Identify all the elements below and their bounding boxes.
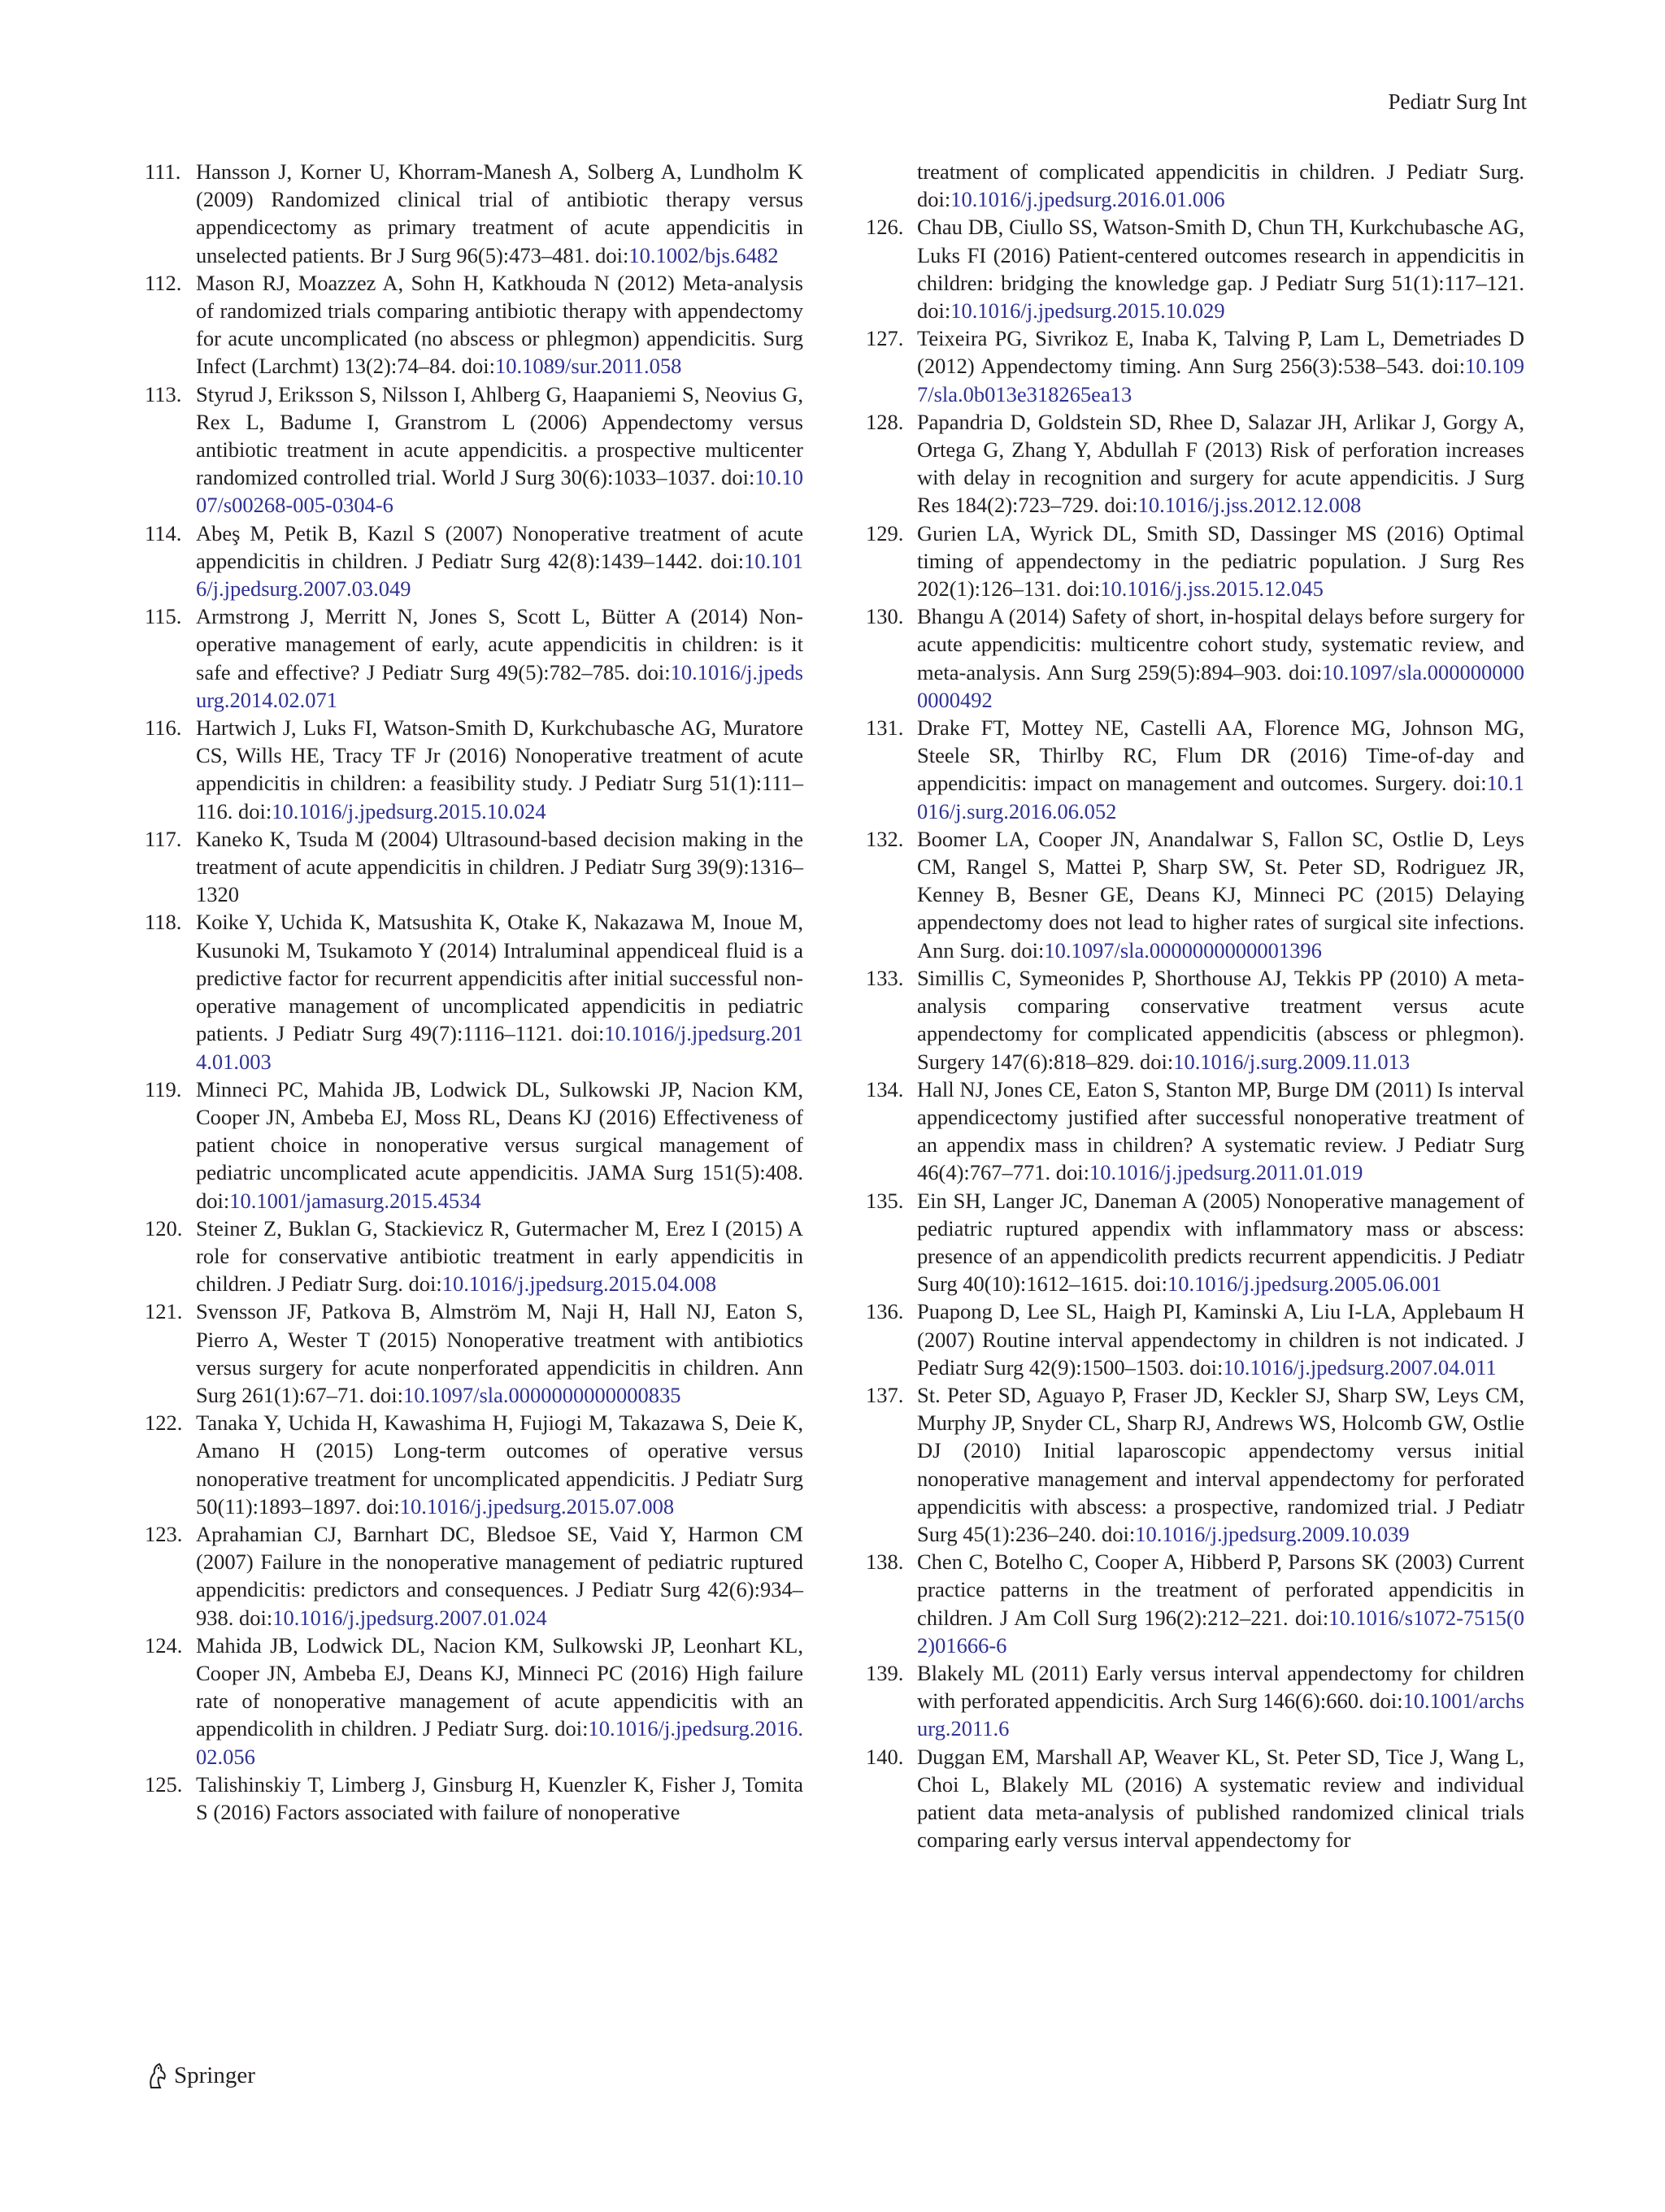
doi-link[interactable]: 10.1001/archsurg.2011.6 (917, 1688, 1524, 1741)
reference-number: 111. (145, 159, 181, 184)
reference-item (145, 1297, 803, 1409)
reference-item (145, 1215, 803, 1298)
reference-item (866, 1076, 1524, 1187)
doi-link[interactable]: 10.1002/bjs.6482 (628, 242, 779, 267)
doi-link[interactable]: 10.1007/s00268-005-0304-6 (196, 465, 803, 518)
doi-link[interactable]: 10.1016/s1072-7515(02)01666-6 (917, 1605, 1524, 1658)
reference-number: 129. (866, 520, 904, 545)
reference-text: Papandria D, Goldstein SD, Rhee D, Salazar JH, Arlikar J, Gorgy A, Ortega G, Zhang Y, Abdullah F (2013) Risk of perforation increases with delay in recognition and surgery for acute appendicitis. J Surg Res 184(2):723–729. doi: (917, 409, 1524, 518)
reference-number: 135. (866, 1188, 904, 1213)
reference-text: Hansson J, Korner U, Khorram-Manesh A, Solberg A, Lundholm K (2009) Randomized clinical trial of antibiotic therapy versus appendicectomy as primary treatment of acute appendicitis in unselected patients. Br J Surg 96(5):473–481. doi: (196, 159, 803, 267)
doi-link[interactable]: 10.1097/sla.0000000000000835 (402, 1382, 681, 1407)
springer-horse-icon (145, 2062, 169, 2089)
reference-item (866, 964, 1524, 1076)
doi-link[interactable]: 10.1016/j.surg.2016.06.052 (917, 771, 1524, 824)
doi-link[interactable]: 10.1089/sur.2011.058 (494, 354, 682, 379)
reference-number: 128. (866, 409, 904, 434)
doi-link[interactable]: 10.1016/j.jpedsurg.2011.01.019 (1089, 1160, 1363, 1185)
reference-number: 126. (866, 215, 904, 240)
reference-text: Gurien LA, Wyrick DL, Smith SD, Dassinger MS (2016) Optimal timing of appendectomy in the pediatric population. J Surg Res 202(1):126–131. doi: (917, 520, 1524, 602)
doi-link[interactable]: 10.1016/j.jss.2012.12.008 (1137, 493, 1362, 518)
reference-number: 140. (866, 1744, 904, 1769)
reference-item (145, 825, 803, 909)
publisher-name: Springer (174, 2062, 255, 2088)
reference-number: 137. (866, 1382, 904, 1407)
doi-link[interactable]: 10.1016/j.jpedsurg.2014.01.003 (196, 1021, 803, 1074)
reference-item (866, 1743, 1524, 1854)
reference-item (145, 158, 803, 269)
reference-item (866, 324, 1524, 408)
reference-item (866, 213, 1524, 324)
reference-item (866, 408, 1524, 519)
doi-link[interactable]: 10.1016/j.jpedsurg.2007.04.011 (1223, 1354, 1497, 1380)
reference-item (866, 714, 1524, 825)
reference-item (145, 1771, 803, 1826)
reference-text: Kaneko K, Tsuda M (2004) Ultrasound-based decision making in the treatment of acute appendicitis in children. J Pediatr Surg 39(9):1316–1320 (196, 826, 803, 907)
reference-text: Boomer LA, Cooper JN, Anandalwar S, Fallon SC, Ostlie D, Leys CM, Rangel S, Mattei P, Sharp SW, St. Peter SD, Rodriguez JR, Kenney B, Besner GE, Deans KJ, Minneci PC (2015) Delaying appendectomy does not lead to higher rates of surgical site infections. Ann Surg. doi: (917, 826, 1524, 963)
reference-number: 136. (866, 1299, 904, 1324)
reference-number: 112. (145, 270, 182, 295)
reference-text: Chau DB, Ciullo SS, Watson-Smith D, Chun TH, Kurkchubasche AG, Luks FI (2016) Patient-centered outcomes research in appendicitis in children: bridging the knowledge gap. J Pediatr Surg 51(1):117–121. doi: (917, 215, 1524, 324)
reference-number: 131. (866, 715, 904, 741)
reference-text: Styrud J, Eriksson S, Nilsson I, Ahlberg G, Haapaniemi S, Neovius G, Rex L, Badume I, Granstrom L (2006) Appendectomy versus antibiotic treatment in acute appendicitis. a prospective multicenter randomized controlled trial. World J Surg 30(6):1033–1037. doi: (196, 381, 803, 490)
reference-text: Armstrong J, Merritt N, Jones S, Scott L, Bütter A (2014) Non-operative management of early, acute appendicitis in children: is it safe and effective? J Pediatr Surg 49(5):782–785. doi: (196, 604, 803, 684)
reference-item (145, 714, 803, 825)
doi-link[interactable]: 10.1097/sla.0b013e318265ea13 (917, 354, 1524, 406)
reference-number: 125. (145, 1771, 183, 1797)
reference-text: Mahida JB, Lodwick DL, Nacion KM, Sulkowski JP, Leonhart KL, Cooper JN, Ambeba EJ, Deans KJ, Minneci PC (2016) High failure rate of nonoperative management of acute appendicitis with an appendicolith in children. J Pediatr Surg. doi: (196, 1632, 803, 1741)
reference-number: 127. (866, 326, 904, 351)
running-header: Pediatr Surg Int (1388, 89, 1527, 114)
reference-continuation: treatment of complicated appendicitis in children. J Pediatr Surg. doi:10.1016/j.jpedsurg.2016.01.006 (917, 159, 1524, 212)
reference-number: 133. (866, 965, 904, 990)
reference-number: 120. (145, 1215, 183, 1241)
doi-link[interactable]: 10.1016/j.jpedsurg.2007.03.049 (196, 548, 803, 602)
doi-link[interactable]: 10.1016/j.jpedsurg.2007.01.024 (272, 1605, 547, 1630)
reference-item (866, 1548, 1524, 1659)
reference-item (145, 908, 803, 1075)
reference-item (145, 269, 803, 380)
reference-text: Hartwich J, Luks FI, Watson-Smith D, Kurkchubasche AG, Muratore CS, Wills HE, Tracy TF Jr (2016) Nonoperative treatment of acute appendicitis in children: a feasibility study. J Pediatr Surg 51(1):111–116. doi: (196, 715, 803, 824)
reference-number: 114. (145, 520, 182, 545)
reference-item (866, 1659, 1524, 1743)
doi-link[interactable]: 10.1097/sla.0000000000001396 (1044, 937, 1322, 963)
reference-text: Minneci PC, Mahida JB, Lodwick DL, Sulkowski JP, Nacion KM, Cooper JN, Ambeba EJ, Moss RL, Deans KJ (2016) Effectiveness of patient choice in nonoperative versus surgical management of pediatric uncomplicated acute appendicitis. JAMA Surg 151(5):408. doi: (196, 1076, 803, 1213)
reference-number: 119. (145, 1076, 182, 1102)
reference-number: 134. (866, 1076, 904, 1102)
doi-link[interactable]: 10.1016/j.jss.2015.12.045 (1100, 576, 1324, 602)
reference-item (145, 1632, 803, 1771)
reference-list-left (145, 158, 803, 1826)
reference-number: 124. (145, 1632, 183, 1658)
reference-number: 118. (145, 910, 182, 935)
reference-number: 122. (145, 1410, 183, 1436)
reference-text: Steiner Z, Buklan G, Stackievicz R, Gutermacher M, Erez I (2015) A role for conservative antibiotic treatment in early appendicitis in children. J Pediatr Surg. doi: (196, 1215, 803, 1297)
reference-number: 138. (866, 1549, 904, 1575)
reference-text: St. Peter SD, Aguayo P, Fraser JD, Keckler SJ, Sharp SW, Leys CM, Murphy JP, Snyder CL, Sharp RJ, Andrews WS, Holcomb GW, Ostlie DJ (2010) Initial laparoscopic appendectomy versus initial nonoperative management and interval appendectomy for perforated appendicitis with abscess: a prospective, randomized trial. J Pediatr Surg 45(1):236–240. doi: (917, 1382, 1524, 1546)
reference-item (145, 380, 803, 519)
reference-text: Bhangu A (2014) Safety of short, in-hospital delays before surgery for acute appendicitis: multicentre cohort study, systematic review, and meta-analysis. Ann Surg 259(5):894–903. doi: (917, 604, 1524, 684)
reference-item (866, 1381, 1524, 1548)
reference-number: 117. (145, 826, 182, 851)
doi-link[interactable]: 10.1016/j.jpedsurg.2015.10.024 (272, 798, 546, 824)
reference-text: Mason RJ, Moazzez A, Sohn H, Katkhouda N (2012) Meta-analysis of randomized trials comparing antibiotic therapy with appendectomy for acute uncomplicated (no abscess or phlegmon) appendicitis. Surg Infect (Larchmt) 13(2):74–84. doi: (196, 270, 803, 379)
reference-number: 130. (866, 604, 904, 629)
reference-item (866, 519, 1524, 603)
doi-link[interactable]: 10.1016/j.jpedsurg.2014.02.071 (196, 659, 803, 712)
reference-text: Puapong D, Lee SL, Haigh PI, Kaminski A, Liu I-LA, Applebaum H (2007) Routine interval appendectomy in children is not indicated. J Pediatr Surg 42(9):1500–1503. doi: (917, 1299, 1524, 1380)
reference-number: 123. (145, 1521, 183, 1546)
reference-text: Blakely ML (2011) Early versus interval appendectomy for children with perforated appendicitis. Arch Surg 146(6):660. doi: (917, 1660, 1524, 1714)
reference-number: 115. (145, 604, 182, 629)
reference-number: 121. (145, 1299, 183, 1324)
reference-number: 113. (145, 381, 182, 406)
doi-link[interactable]: 10.1016/j.jpedsurg.2015.07.008 (399, 1493, 675, 1519)
reference-text: Koike Y, Uchida K, Matsushita K, Otake K, Nakazawa M, Inoue M, Kusunoki M, Tsukamoto Y (2014) Intraluminal appendiceal fluid is a predictive factor for recurrent appendicitis after initial successful non-operative management of uncomplicated appendicitis in pediatric patients. J Pediatr Surg 49(7):1116–1121. doi: (196, 910, 803, 1046)
doi-link[interactable]: 10.1016/j.jpedsurg.2015.10.029 (950, 298, 1225, 324)
doi-link[interactable]: 10.1016/j.jpedsurg.2005.06.001 (1167, 1271, 1442, 1297)
doi-link[interactable]: 10.1016/j.jpedsurg.2015.04.008 (441, 1271, 717, 1297)
reference-text: Drake FT, Mottey NE, Castelli AA, Florence MG, Johnson MG, Steele SR, Thirlby RC, Flum DR (2016) Time-of-day and appendicitis: impact on management and outcomes. Surgery. doi: (917, 715, 1524, 796)
reference-text: Chen C, Botelho C, Cooper A, Hibberd P, Parsons SK (2003) Current practice patterns in the treatment of perforated appendicitis in children. J Am Coll Surg 196(2):212–221. doi: (917, 1549, 1524, 1630)
reference-text: Aprahamian CJ, Barnhart DC, Bledsoe SE, Vaid Y, Harmon CM (2007) Failure in the nonoperative management of pediatric ruptured appendicitis: predictors and consequences. J Pediatr Surg 42(6):934–938. doi: (196, 1521, 803, 1630)
doi-link[interactable]: 10.1097/sla.0000000000000492 (917, 659, 1524, 712)
reference-item (866, 1297, 1524, 1381)
reference-item (866, 1187, 1524, 1298)
reference-number: 139. (866, 1660, 904, 1685)
doi-link[interactable]: 10.1016/j.jpedsurg.2016.02.056 (196, 1716, 803, 1769)
reference-text: Simillis C, Symeonides P, Shorthouse AJ, Tekkis PP (2010) A meta-analysis comparing conservative treatment versus acute appendectomy for complicated appendicitis (abscess or phlegmon). Surgery 147(6):818–829. doi: (917, 965, 1524, 1074)
reference-item (145, 1409, 803, 1520)
reference-text: Hall NJ, Jones CE, Eaton S, Stanton MP, Burge DM (2011) Is interval appendicectomy justified after successful nonoperative treatment of an appendix mass in children? A systematic review. J Pediatr Surg 46(4):767–771. doi: (917, 1076, 1524, 1185)
reference-item (866, 602, 1524, 714)
doi-link[interactable]: 10.1016/j.jpedsurg.2016.01.006 (950, 187, 1225, 212)
doi-link[interactable]: 10.1001/jamasurg.2015.4534 (229, 1188, 481, 1213)
reference-number: 132. (866, 826, 904, 851)
reference-item (145, 519, 803, 603)
reference-text: Abeş M, Petik B, Kazıl S (2007) Nonoperative treatment of acute appendicitis in children. J Pediatr Surg 42(8):1439–1442. doi: (196, 520, 803, 573)
reference-text: Talishinskiy T, Limberg J, Ginsburg H, Kuenzler K, Fisher J, Tomita S (2016) Factors associated with failure of nonoperative (196, 1771, 803, 1824)
doi-link[interactable]: 10.1016/j.jpedsurg.2009.10.039 (1135, 1521, 1410, 1546)
doi-link[interactable]: 10.1016/j.surg.2009.11.013 (1173, 1049, 1411, 1074)
reference-text: Tanaka Y, Uchida H, Kawashima H, Fujiogi M, Takazawa S, Deie K, Amano H (2015) Long-term outcomes of operative versus nonoperative treatment for uncomplicated appendicitis. J Pediatr Surg 50(11):1893–1897. doi: (196, 1410, 803, 1519)
reference-text: Teixeira PG, Sivrikoz E, Inaba K, Talving P, Lam L, Demetriades D (2012) Appendectomy timing. Ann Surg 256(3):538–543. doi: (917, 326, 1524, 379)
reference-number: 116. (145, 715, 182, 741)
reference-item (145, 1076, 803, 1215)
reference-item (145, 602, 803, 714)
reference-item (145, 1520, 803, 1632)
reference-text: Svensson JF, Patkova B, Almström M, Naji H, Hall NJ, Eaton S, Pierro A, Wester T (2015) Nonoperative treatment with antibiotics versus surgery for acute nonperforated appendicitis in children. Ann Surg 261(1):67–71. doi: (196, 1299, 803, 1407)
page-footer (145, 2062, 255, 2089)
reference-text: Duggan EM, Marshall AP, Weaver KL, St. Peter SD, Tice J, Wang L, Choi L, Blakely ML (2016) A systematic review and individual patient data meta-analysis of published randomized clinical trials comparing early versus interval appendectomy for (917, 1744, 1524, 1853)
reference-item (866, 825, 1524, 964)
reference-list-right (866, 158, 1524, 1853)
reference-text: Ein SH, Langer JC, Daneman A (2005) Nonoperative management of pediatric ruptured appendix with inflammatory mass or abscess: presence of an appendicolith predicts recurrent appendicitis. J Pediatr Surg 40(10):1612–1615. doi: (917, 1188, 1524, 1297)
